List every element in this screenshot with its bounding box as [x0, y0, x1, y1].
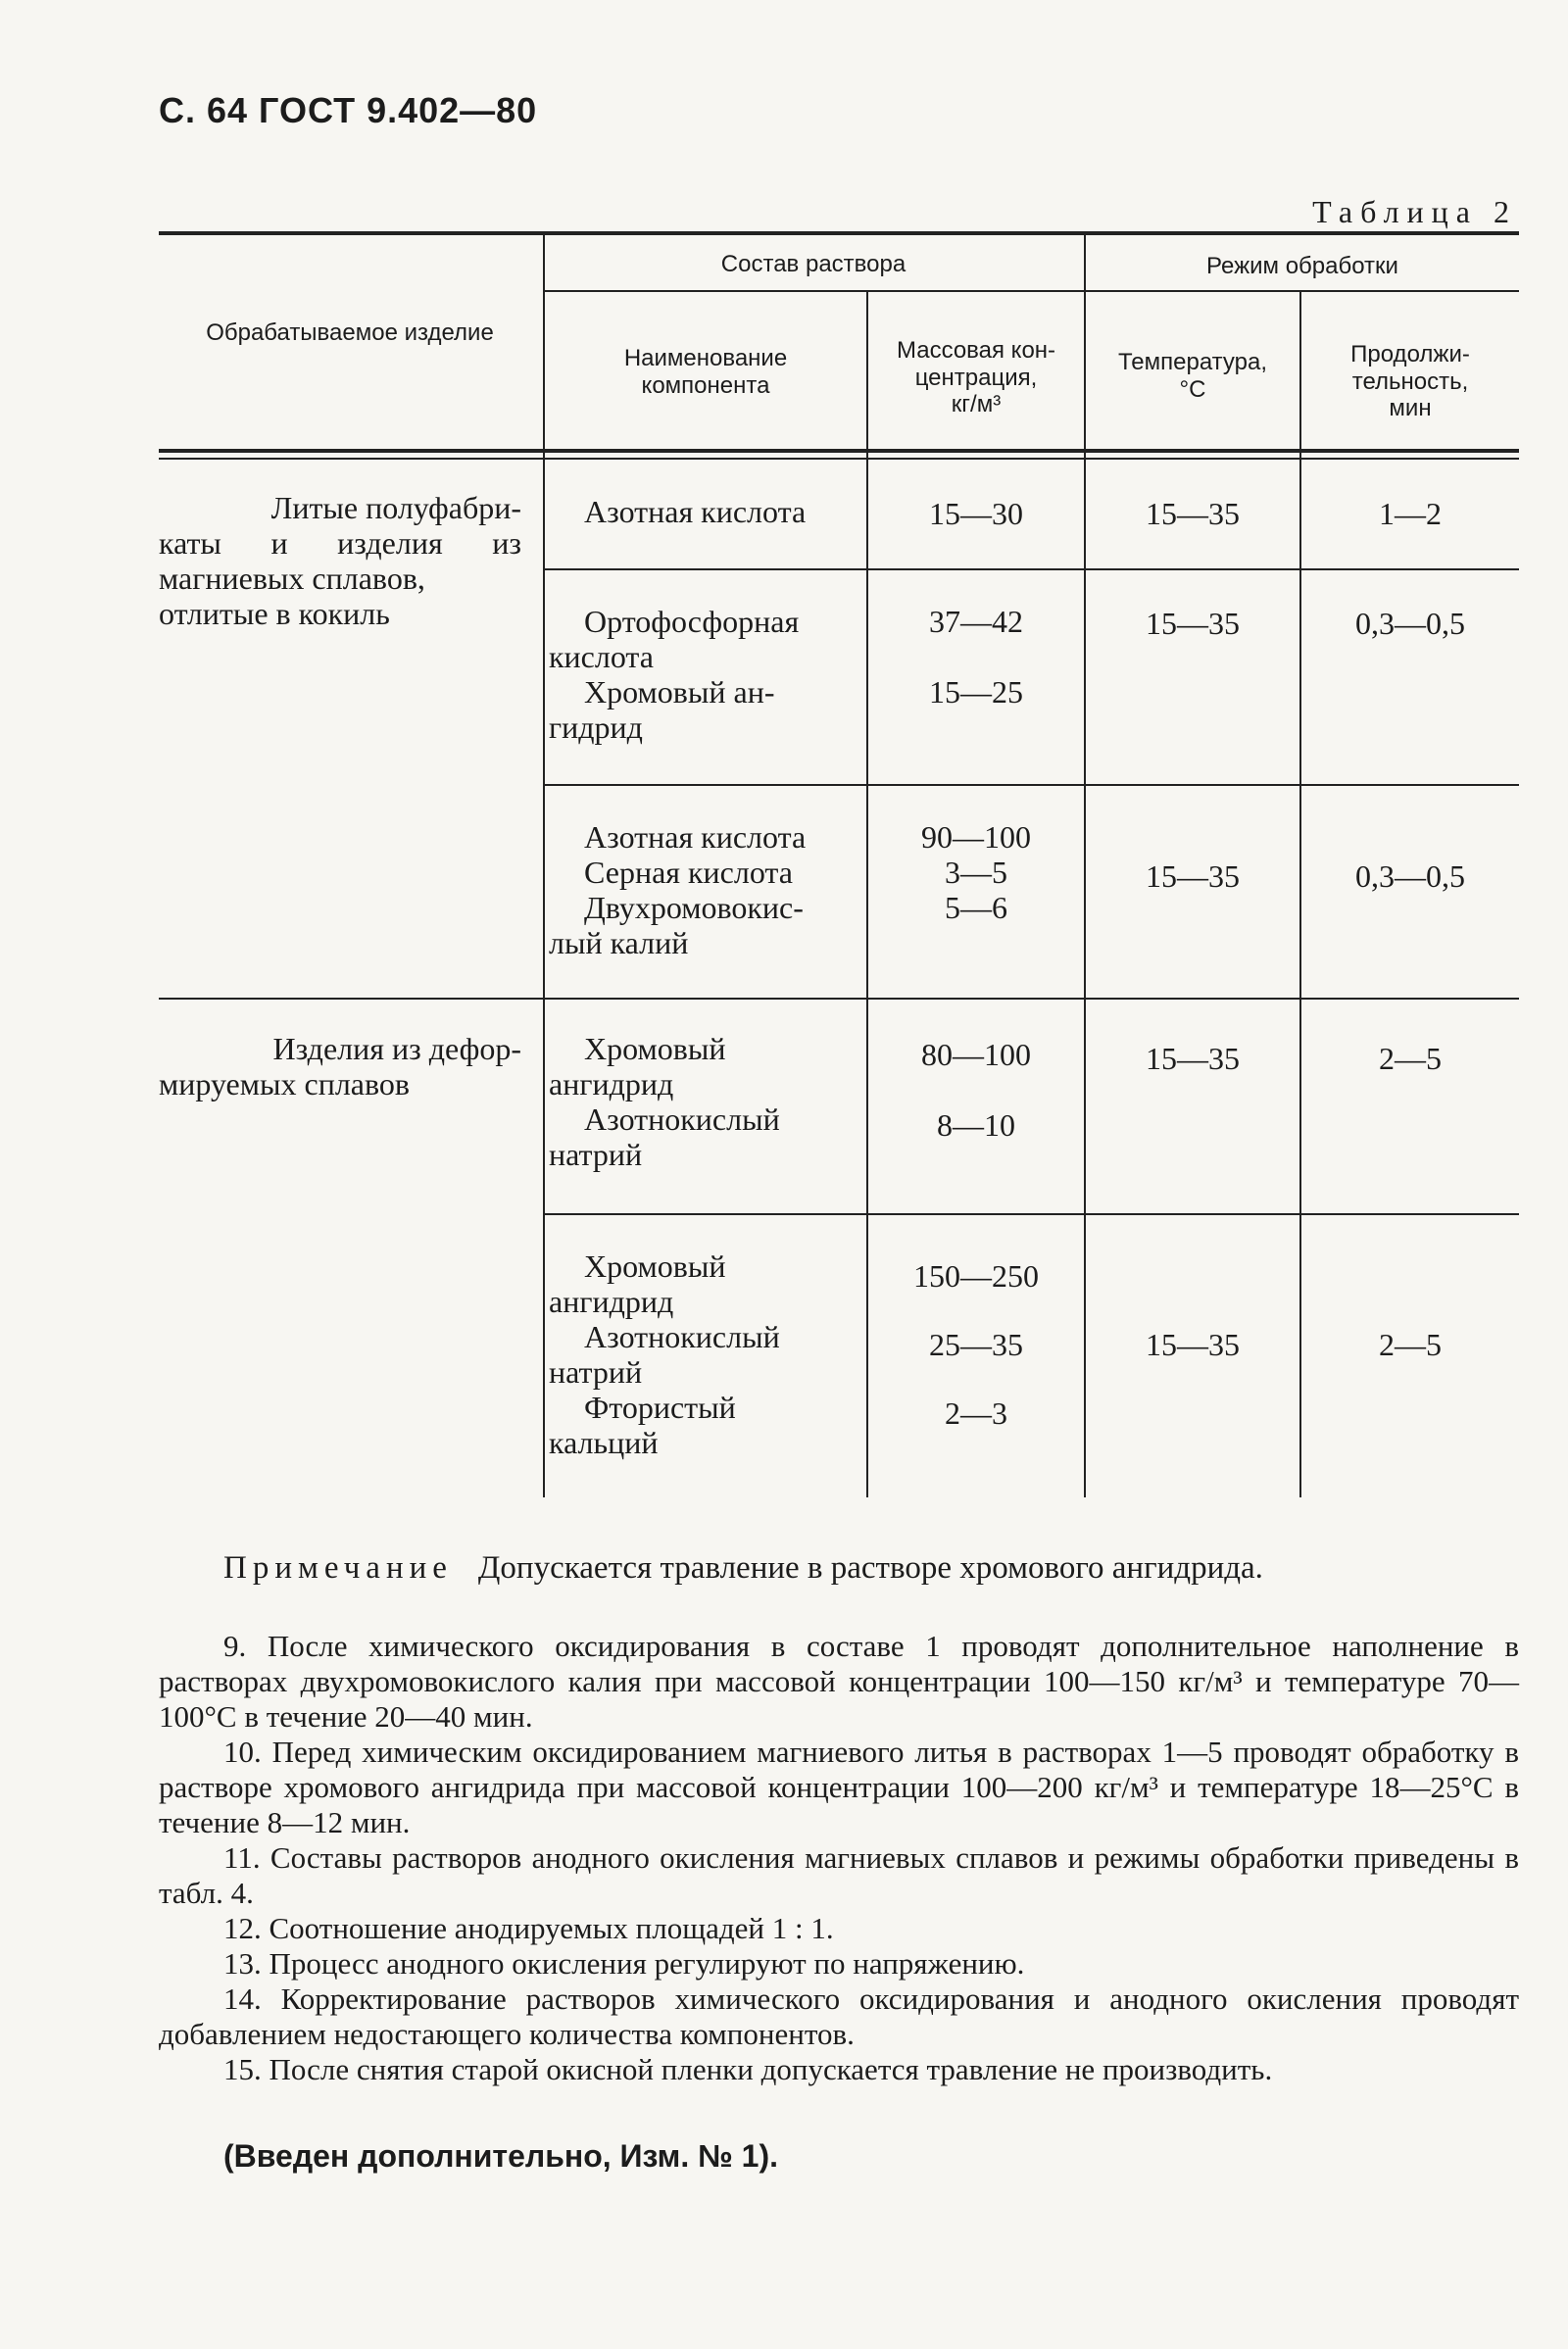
header-duration: Продолжи- тельность, мин — [1350, 341, 1470, 422]
header-concentration: Массовая кон- центрация, кг/м³ — [896, 337, 1056, 418]
header-temperature: Температура, °С — [1117, 349, 1268, 403]
paragraph-13: 13. Процесс анодного окисления регулируют по напряжению. — [223, 1946, 1025, 1981]
group2-item: Изделия из дефор- мируемых сплавов — [159, 1031, 521, 1101]
row1-concentration: 15—30 — [929, 496, 1023, 531]
row5-duration: 2—5 — [1379, 1327, 1442, 1362]
header-mode: Режим обработки — [1206, 253, 1398, 279]
header-item: Обрабатываемое изделие — [206, 319, 494, 346]
amendment-note: (Введен дополнительно, Изм. № 1). — [223, 2138, 778, 2174]
row1-temperature: 15—35 — [1146, 496, 1240, 531]
note-label: Примечание — [223, 1550, 453, 1586]
row4-components: Хромовый ангидрид Азотнокислый натрий — [549, 1031, 780, 1172]
row2-components: Ортофосфорная кислота Хромовый ан- гидрид — [549, 604, 800, 745]
row2-duration: 0,3—0,5 — [1355, 606, 1465, 641]
row5-concentrations: 150—250 25—35 2—3 — [913, 1258, 1039, 1431]
note-text: Допускается травление в растворе хромового ангидрида. — [477, 1550, 1263, 1586]
row2-temperature: 15—35 — [1146, 606, 1240, 641]
header-component: Наименование компонента — [623, 345, 788, 399]
table-caption: Таблица 2 — [1312, 194, 1517, 229]
row3-duration: 0,3—0,5 — [1355, 858, 1465, 894]
row3-concentrations: 90—100 3—5 5—6 — [921, 819, 1031, 925]
page-header: С. 64 ГОСТ 9.402—80 — [159, 90, 538, 130]
row1-component: Азотная кислота — [584, 494, 807, 529]
paragraph-11: 11. Составы растворов анодного окисления магниевых сплавов и режимы обработки приведены в табл. 4. — [159, 1840, 1519, 1910]
row2-concentrations: 37—42 15—25 — [929, 604, 1023, 710]
row3-components: Азотная кислота Серная кислота Двухромовокис- лый калий — [549, 819, 807, 960]
row4-concentrations: 80—100 8—10 — [921, 1037, 1031, 1143]
row1-duration: 1—2 — [1379, 496, 1442, 531]
row5-components: Хромовый ангидрид Азотнокислый натрий Фтористый кальций — [549, 1248, 780, 1460]
paragraph-9: 9. После химического оксидирования в составе 1 проводят дополнительное наполнение в растворах двухромовокислого калия при массовой концентрации 100—150 кг/м³ и температуре 70—100°С в течение 20—40 мин. — [159, 1629, 1519, 1734]
row5-temperature: 15—35 — [1146, 1327, 1240, 1362]
row4-duration: 2—5 — [1379, 1041, 1442, 1076]
paragraph-12: 12. Соотношение анодируемых площадей 1 : 1. — [223, 1911, 834, 1945]
paragraph-15: 15. После снятия старой окисной пленки допускается травление не производить. — [223, 2052, 1273, 2086]
table-note — [223, 1550, 1263, 1587]
paragraph-14: 14. Корректирование растворов химического оксидирования и анодного окисления проводят добавлением недостающего количества компонентов. — [159, 1982, 1519, 2051]
paragraph-10: 10. Перед химическим оксидированием магниевого литья в растворах 1—5 проводят обработку в растворе хромового ангидрида при массовой концентрации 100—200 кг/м³ и температуре 18—25°С в течение 8—12 мин. — [159, 1735, 1519, 1839]
group1-item: Литые полуфабри- каты и изделия из магниевых сплавов, отлитые в кокиль — [159, 490, 521, 631]
header-composition: Состав раствора — [720, 251, 906, 277]
row4-temperature: 15—35 — [1146, 1041, 1240, 1076]
row3-temperature: 15—35 — [1146, 858, 1240, 894]
